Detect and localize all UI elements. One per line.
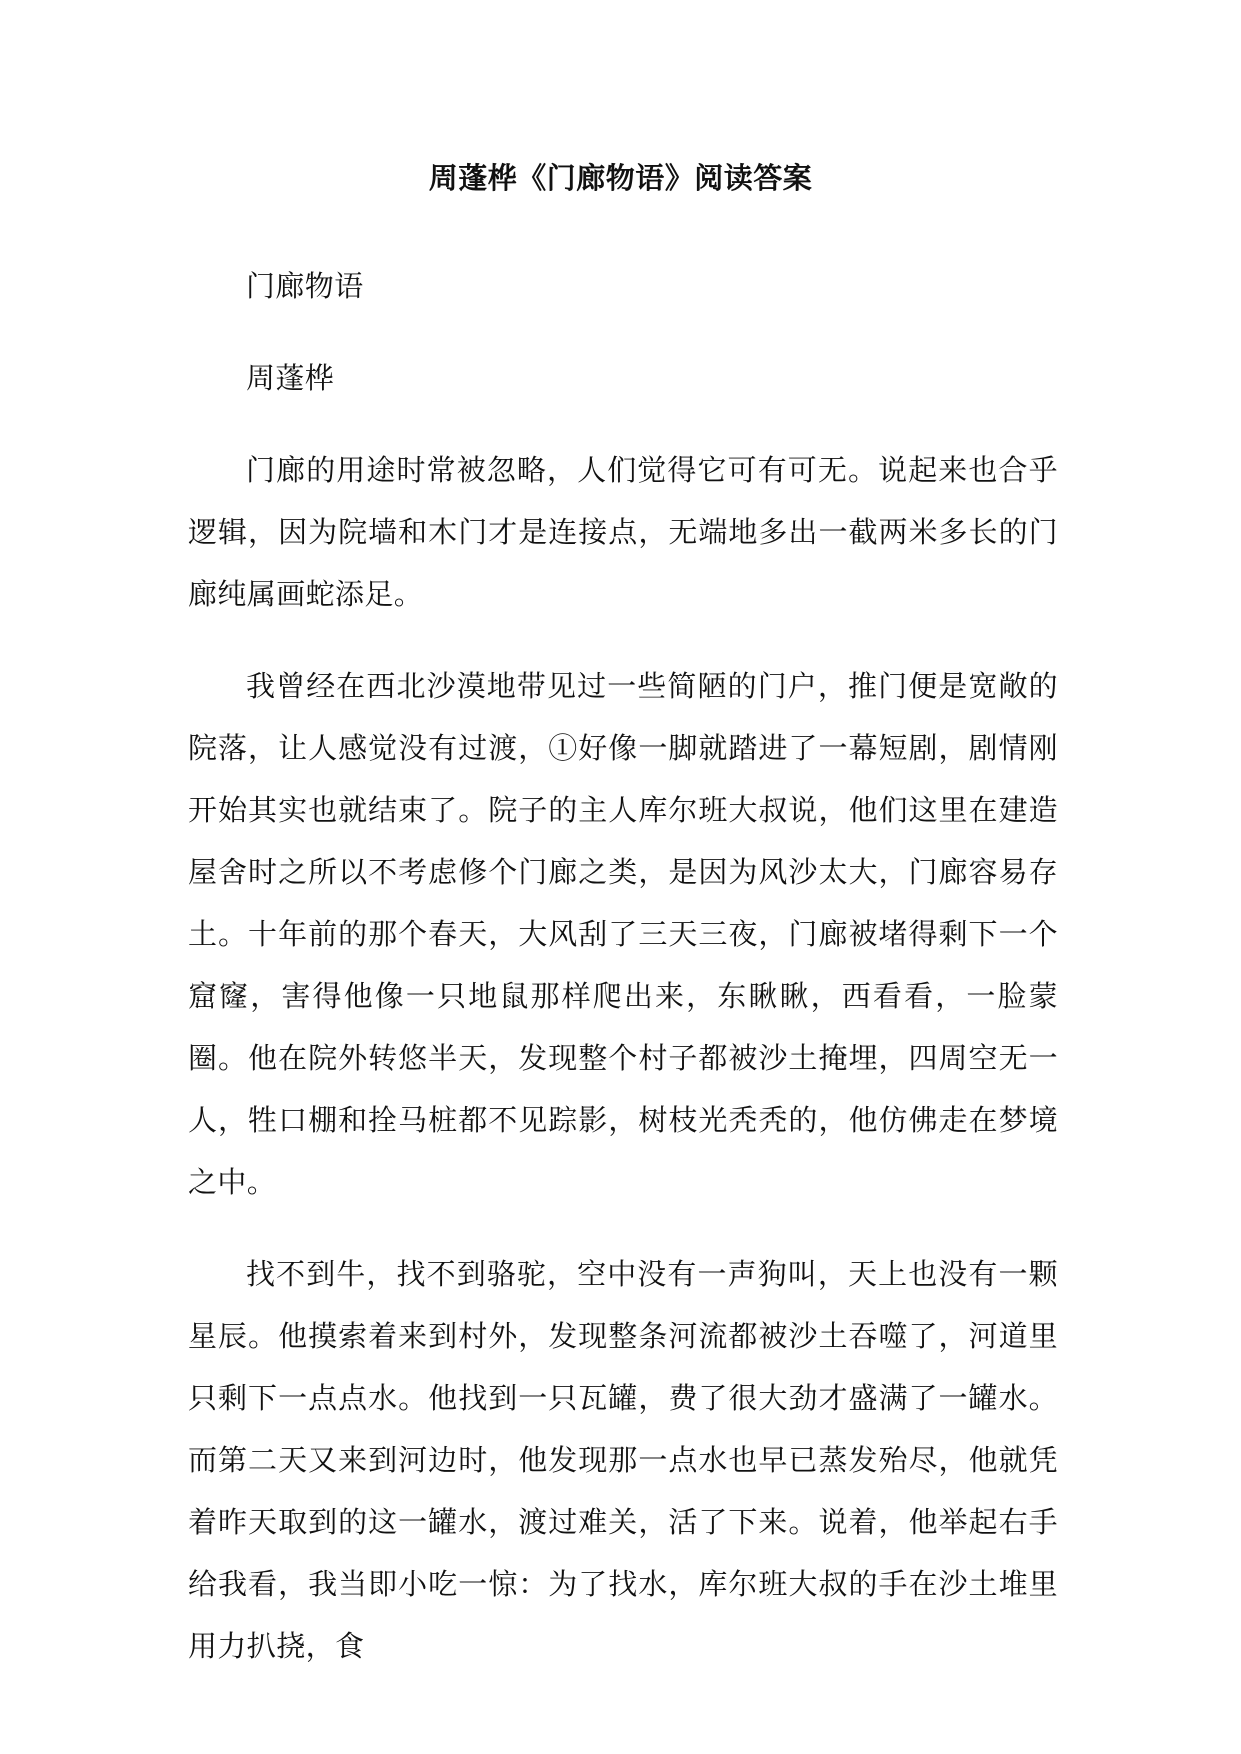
article-author: 周蓬桦 [246,361,335,395]
article-title: 门廊物语 [246,269,364,303]
paragraph: 门廊的用途时常被忽略，人们觉得它可有可无。说起来也合乎逻辑，因为院墙和木门才是连接点，无端地多出一截两米多长的门廊纯属画蛇添足。 [188,453,1058,611]
document-title: 周蓬桦《门廊物语》阅读答案 [428,161,813,195]
document-body [188,255,1058,1707]
paragraph: 找不到牛，找不到骆驼，空中没有一声狗叫，天上也没有一颗星辰。他摸索着来到村外，发现整条河流都被沙土吞噬了，河道里只剩下一点点水。他找到一只瓦罐，费了很大劲才盛满了一罐水。而第二天又来到河边时，他发现那一点水也早已蒸发殆尽，他就凭着昨天取到的这一罐水，渡过难关，活了下来。说着，他举起右手给我看，我当即小吃一惊：为了找水，库尔班大叔的手在沙土堆里用力扒挠，食 [188,1257,1058,1663]
paragraph: 我曾经在西北沙漠地带见过一些简陋的门户，推门便是宽敞的院落，让人感觉没有过渡，①好像一脚就踏进了一幕短剧，剧情刚开始其实也就结束了。院子的主人库尔班大叔说，他们这里在建造屋舍时之所以不考虑修个门廊之类，是因为风沙太大，门廊容易存土。十年前的那个春天，大风刮了三天三夜，门廊被堵得剩下一个窟窿，害得他像一只地鼠那样爬出来，东瞅瞅，西看看，一脸蒙圈。他在院外转悠半天，发现整个村子都被沙土掩埋，四周空无一人，牲口棚和拴马桩都不见踪影，树枝光秃秃的，他仿佛走在梦境之中。 [188,669,1058,1199]
